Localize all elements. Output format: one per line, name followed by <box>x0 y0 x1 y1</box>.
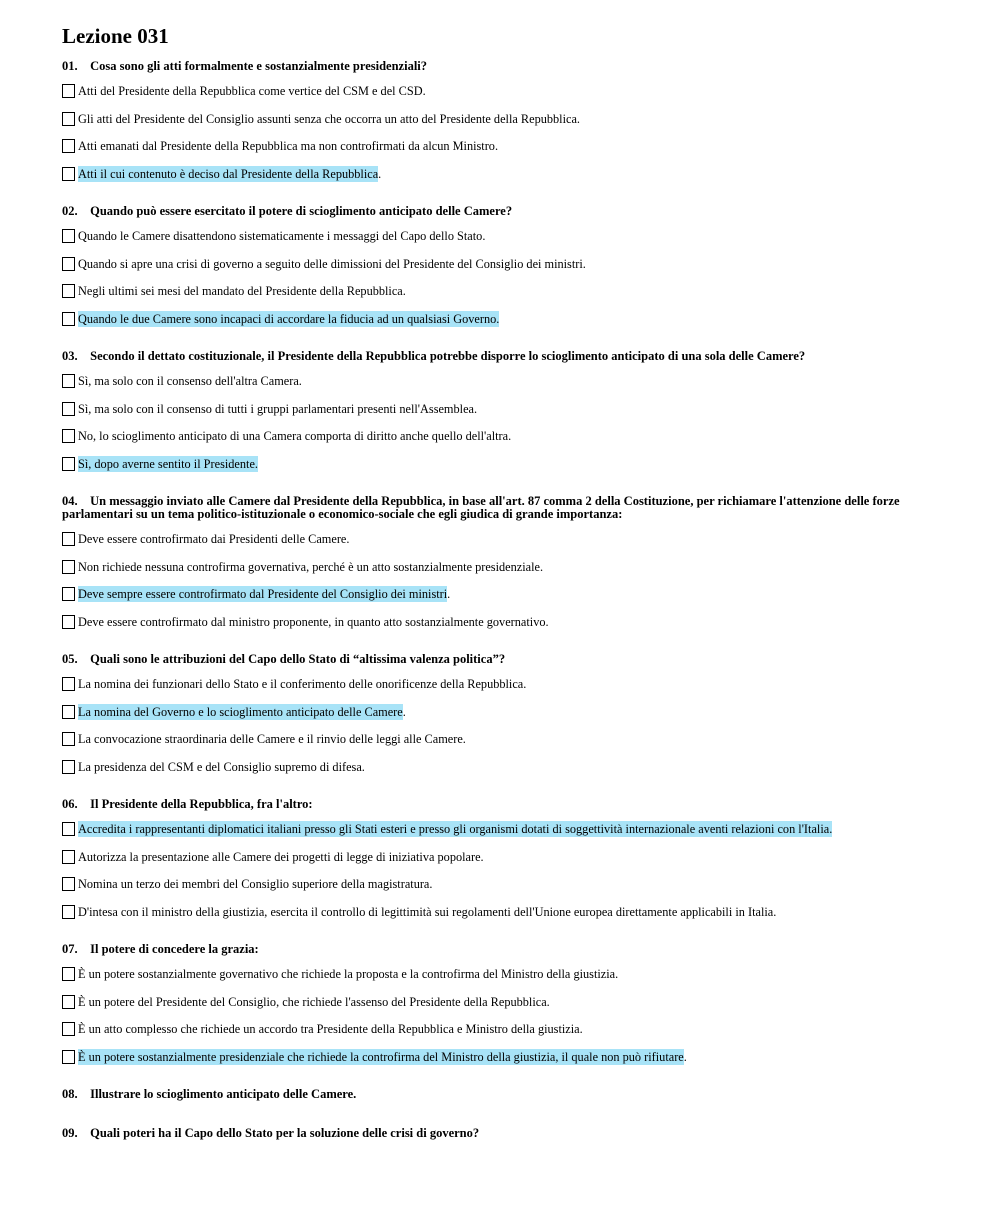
answer-checkbox[interactable] <box>62 84 75 98</box>
answer-checkbox[interactable] <box>62 822 75 836</box>
answer-checkbox[interactable] <box>62 587 75 601</box>
answer-checkbox[interactable] <box>62 732 75 746</box>
answer-option <box>62 902 972 922</box>
answer-checkbox[interactable] <box>62 877 75 891</box>
answer-text: Deve essere controfirmato dai Presidenti delle Camere. <box>78 532 350 546</box>
answer-option <box>62 254 972 274</box>
question-text: Quali poteri ha il Capo dello Stato per la soluzione delle crisi di governo? <box>90 1126 480 1140</box>
document-page <box>62 22 972 1166</box>
answer-checkbox[interactable] <box>62 374 75 388</box>
answer-text: Nomina un terzo dei membri del Consiglio superiore della magistratura. <box>78 877 433 891</box>
answer-options <box>62 226 972 329</box>
question-title <box>62 60 972 73</box>
question-text: Quali sono le attribuzioni del Capo dello Stato di “altissima valenza politica”? <box>90 652 506 666</box>
answer-text: Gli atti del Presidente del Consiglio assunti senza che occorra un atto del Presidente della Repubblica. <box>78 111 580 126</box>
answer-option <box>62 847 972 867</box>
answer-option <box>62 557 972 577</box>
answer-options <box>62 674 972 777</box>
correct-answer-text: Accredita i rappresentanti diplomatici italiani presso gli Stati esteri e presso gli organismi dotati di soggettività internazionale aventi relazioni con l'Italia. <box>78 822 833 836</box>
answer-option <box>62 729 972 749</box>
answer-checkbox[interactable] <box>62 229 75 243</box>
lesson-title: Lezione 031 <box>62 24 169 48</box>
answer-text: È un potere del Presidente del Consiglio, che richiede l'assenso del Presidente della Repubblica. <box>78 994 550 1009</box>
answer-checkbox[interactable] <box>62 167 75 181</box>
question-1 <box>62 60 972 205</box>
answer-option <box>62 1019 972 1039</box>
answer-text: Atti del Presidente della Repubblica come vertice del CSM e del CSD. <box>78 84 426 98</box>
question-number: 06. <box>62 797 78 811</box>
question-text: Illustrare lo scioglimento anticipato delle Camere. <box>90 1087 357 1101</box>
question-number: 08. <box>62 1087 78 1101</box>
answer-options <box>62 964 972 1067</box>
answer-option <box>62 81 972 101</box>
correct-answer-text: È un potere sostanzialmente presidenziale che richiede la controfirma del Ministro della giustizia, il quale non può rifiutare <box>78 1049 684 1064</box>
answer-checkbox[interactable] <box>62 257 75 271</box>
question-5 <box>62 653 972 798</box>
answer-option <box>62 426 972 446</box>
answer-option <box>62 992 972 1012</box>
answer-options <box>62 81 972 184</box>
answer-text: La presidenza del CSM e del Consiglio supremo di difesa. <box>78 759 365 774</box>
answer-text: Autorizza la presentazione alle Camere dei progetti di legge di iniziativa popolare. <box>78 849 484 864</box>
correct-answer-text: La nomina del Governo e lo scioglimento anticipato delle Camere <box>78 704 403 719</box>
answer-options <box>62 529 972 632</box>
answer-checkbox[interactable] <box>62 1022 75 1036</box>
correct-answer-text: Quando le due Camere sono incapaci di accordare la fiducia ad un qualsiasi Governo. <box>78 311 500 326</box>
answer-checkbox[interactable] <box>62 905 75 919</box>
answer-text: Sì, ma solo con il consenso di tutti i gruppi parlamentari presenti nell'Assemblea. <box>78 401 478 416</box>
question-number: 04. <box>62 494 78 508</box>
question-text: Il Presidente della Repubblica, fra l'altro: <box>90 797 313 811</box>
question-number: 09. <box>62 1126 78 1140</box>
answer-option <box>62 399 972 419</box>
answer-checkbox[interactable] <box>62 112 75 126</box>
answer-option: È un potere sostanzialmente presidenziale che richiede la controfirma del Ministro della giustizia, il quale non può rifiutare . <box>62 1047 972 1067</box>
question-title <box>62 205 972 218</box>
question-text: Secondo il dettato costituzionale, il Presidente della Repubblica potrebbe disporre lo scioglimento anticipato di una sola delle Camere? <box>90 349 806 363</box>
question-title <box>62 653 972 666</box>
question-text: Quando può essere esercitato il potere di scioglimento anticipato delle Camere? <box>90 204 513 218</box>
answer-option <box>62 454 972 474</box>
question-list <box>62 60 972 1166</box>
answer-option <box>62 612 972 632</box>
question-9 <box>62 1127 972 1166</box>
question-3 <box>62 350 972 495</box>
answer-checkbox[interactable] <box>62 705 75 719</box>
question-number: 01. <box>62 59 78 73</box>
answer-checkbox[interactable] <box>62 1050 75 1064</box>
answer-option <box>62 281 972 301</box>
correct-answer-text: Sì, dopo averne sentito il Presidente. <box>78 456 258 471</box>
question-7 <box>62 943 972 1088</box>
question-number: 02. <box>62 204 78 218</box>
answer-text: Deve essere controfirmato dal ministro proponente, in quanto atto sostanzialmente governativo. <box>78 614 549 629</box>
correct-answer-text: Deve sempre essere controfirmato dal Presidente del Consiglio dei ministri <box>78 587 448 601</box>
answer-text: È un potere sostanzialmente governativo che richiede la proposta e la controfirma del Ministro della giustizia. <box>78 967 619 981</box>
answer-checkbox[interactable] <box>62 429 75 443</box>
answer-text: È un atto complesso che richiede un accordo tra Presidente della Repubblica e Ministro della giustizia. <box>78 1022 583 1036</box>
answer-options <box>62 819 972 922</box>
answer-text: Non richiede nessuna controfirma governativa, perché è un atto sostanzialmente presidenziale. <box>78 559 544 574</box>
answer-checkbox[interactable] <box>62 284 75 298</box>
question-title <box>62 1127 972 1140</box>
question-number: 07. <box>62 942 78 956</box>
question-text: Cosa sono gli atti formalmente e sostanzialmente presidenziali? <box>90 59 428 73</box>
answer-option <box>62 874 972 894</box>
question-6 <box>62 798 972 943</box>
answer-text: Quando le Camere disattendono sistematicamente i messaggi del Capo dello Stato. <box>78 229 486 243</box>
answer-checkbox[interactable] <box>62 615 75 629</box>
answer-checkbox[interactable] <box>62 760 75 774</box>
question-title <box>62 1088 972 1101</box>
answer-checkbox[interactable] <box>62 967 75 981</box>
answer-text: Atti emanati dal Presidente della Repubblica ma non controfirmati da alcun Ministro. <box>78 139 499 153</box>
answer-option <box>62 529 972 549</box>
answer-checkbox[interactable] <box>62 457 75 471</box>
answer-options <box>62 371 972 474</box>
question-title <box>62 495 972 521</box>
answer-checkbox[interactable] <box>62 139 75 153</box>
answer-option <box>62 109 972 129</box>
answer-text: Quando si apre una crisi di governo a seguito delle dimissioni del Presidente del Consiglio dei ministri. <box>78 256 586 271</box>
answer-checkbox[interactable] <box>62 532 75 546</box>
answer-option <box>62 819 972 839</box>
question-title <box>62 943 972 956</box>
answer-option: Atti il cui contenuto è deciso dal Presidente della Repubblica . <box>62 164 972 184</box>
question-title <box>62 350 972 363</box>
answer-text: No, lo scioglimento anticipato di una Camera comporta di diritto anche quello dell'altra. <box>78 429 512 443</box>
answer-option <box>62 674 972 694</box>
correct-answer-text: Atti il cui contenuto è deciso dal Presidente della Repubblica <box>78 166 379 181</box>
answer-checkbox[interactable] <box>62 402 75 416</box>
answer-checkbox[interactable] <box>62 560 75 574</box>
answer-option <box>62 309 972 329</box>
answer-option <box>62 757 972 777</box>
question-title <box>62 798 972 811</box>
question-4 <box>62 495 972 653</box>
answer-checkbox[interactable] <box>62 850 75 864</box>
question-8 <box>62 1088 972 1127</box>
answer-option: Deve sempre essere controfirmato dal Presidente del Consiglio dei ministri . <box>62 584 972 604</box>
answer-checkbox[interactable] <box>62 677 75 691</box>
answer-option <box>62 226 972 246</box>
answer-checkbox[interactable] <box>62 312 75 326</box>
question-number: 05. <box>62 652 78 666</box>
question-number: 03. <box>62 349 78 363</box>
answer-text: Sì, ma solo con il consenso dell'altra Camera. <box>78 374 302 388</box>
answer-option <box>62 136 972 156</box>
answer-text: D'intesa con il ministro della giustizia, esercita il controllo di legittimità sui regolamenti dell'Unione europea direttamente applicabili in Italia. <box>78 904 777 919</box>
answer-option: La nomina del Governo e lo scioglimento anticipato delle Camere . <box>62 702 972 722</box>
answer-text: Negli ultimi sei mesi del mandato del Presidente della Repubblica. <box>78 284 406 298</box>
answer-text: La convocazione straordinaria delle Camere e il rinvio delle leggi alle Camere. <box>78 732 466 746</box>
answer-option <box>62 964 972 984</box>
answer-checkbox[interactable] <box>62 995 75 1009</box>
question-text: Un messaggio inviato alle Camere dal Presidente della Repubblica, in base all'art. 87 comma 2 della Costituzione, per richiamare l'attenzione delle forze parlamentari su un tema politico-istituzionale o economico-sociale che egli giudica di grande importanza: <box>62 494 900 521</box>
answer-option <box>62 371 972 391</box>
question-text: Il potere di concedere la grazia: <box>90 942 259 956</box>
answer-text: La nomina dei funzionari dello Stato e il conferimento delle onorificenze della Repubblica. <box>78 677 527 691</box>
question-2 <box>62 205 972 350</box>
